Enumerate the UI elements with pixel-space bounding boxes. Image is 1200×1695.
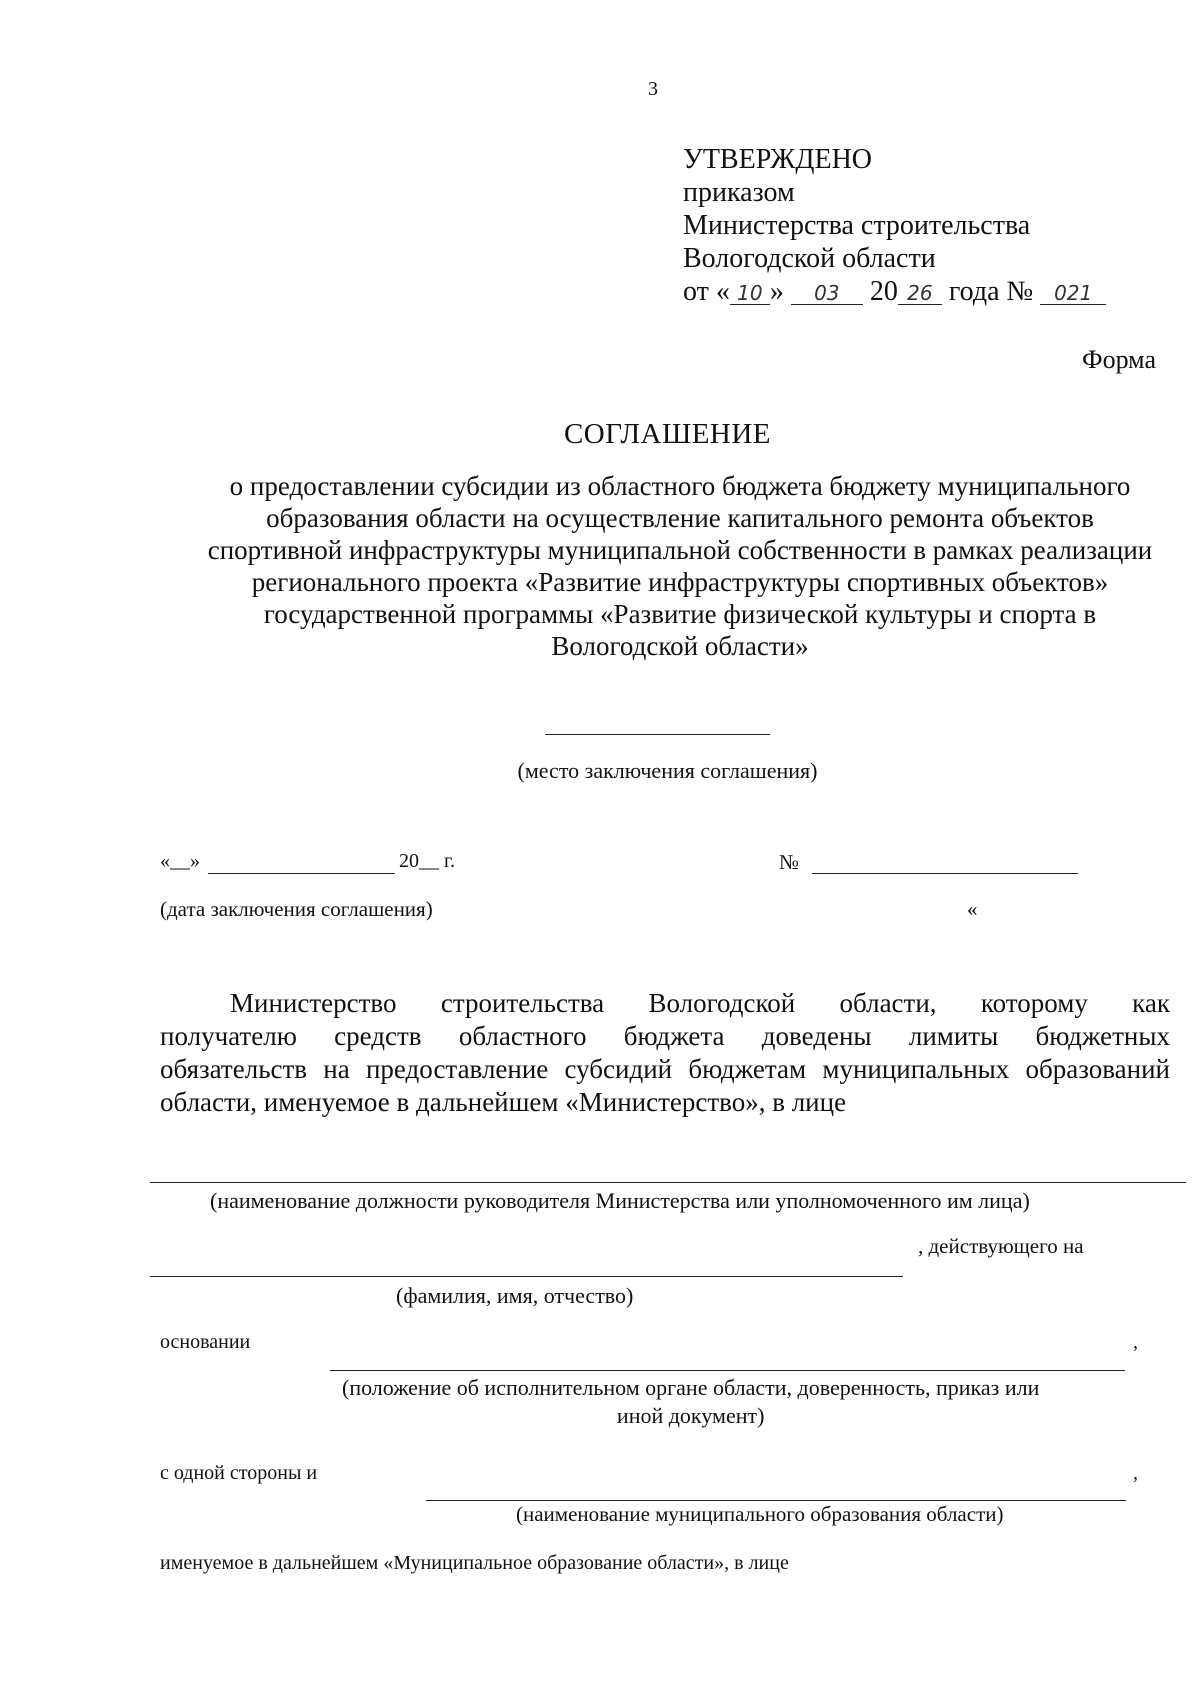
subtitle-line: о предоставлении субсидии из областного бюджета бюджету муниципального (229, 471, 1131, 501)
named-text: именуемое в дальнейшем «Муниципальное образование области», в лице (160, 1552, 789, 1574)
one-side-text: с одной стороны и (160, 1462, 318, 1484)
form-label: Форма (1082, 345, 1156, 374)
approval-line-2: Министерства строительства (683, 210, 1031, 241)
handwritten-order-number: 021 (1040, 282, 1106, 305)
subtitle-line: спортивной инфраструктуры муниципальной собственности в рамках реализации (207, 535, 1153, 565)
approval-century: 20 (869, 276, 898, 307)
approval-from: от « (683, 276, 730, 307)
body-line: обязательств на предоставление субсидий бюджетам муниципальных образований (160, 1054, 1170, 1084)
date-caption: (дата заключения соглашения) (160, 897, 433, 921)
agreement-number-underline (812, 873, 1078, 874)
body-line: получателю средств областного бюджета доведены лимиты бюджетных (160, 1021, 1170, 1051)
position-underline (150, 1182, 1186, 1183)
document-subtitle (150, 470, 1200, 662)
municipality-caption: (наименование муниципального образования области) (516, 1502, 1004, 1526)
handwritten-day: 10 (730, 282, 770, 305)
fio-underline (150, 1276, 903, 1277)
approval-line-3: Вологодской области (683, 243, 936, 274)
approval-stamp (683, 143, 1106, 308)
acting-text: , действующего на (918, 1234, 1084, 1258)
basis-caption-line: (положение об исполнительном органе области, доверенность, приказ или (342, 1375, 1040, 1400)
approval-close-quote: » (769, 276, 784, 307)
stray-quote: « (967, 897, 978, 921)
handwritten-year: 26 (898, 282, 942, 305)
document-title: СОГЛАШЕНИЕ (563, 418, 772, 450)
basis-caption-line: иной документ) (616, 1403, 765, 1428)
place-underline (545, 734, 770, 735)
subtitle-line: Вологодской области» (551, 631, 809, 661)
approval-year-word: года № (948, 276, 1034, 307)
basis-underline (330, 1370, 1125, 1371)
date-day-field: «__» (160, 850, 200, 872)
body-line: Министерство строительства Вологодской области, которому как (230, 988, 1170, 1018)
approval-date-line (683, 275, 1106, 308)
subtitle-line: образования области на осуществление капитального ремонта объектов (266, 503, 1094, 533)
body-paragraph (160, 987, 1170, 1119)
approval-line-1: приказом (683, 177, 795, 208)
date-month-underline (208, 873, 395, 874)
position-caption: (наименование должности руководителя Министерства или уполномоченного им лица) (210, 1188, 1030, 1213)
basis-word: основании (160, 1331, 251, 1353)
basis-caption (342, 1374, 1039, 1430)
approval-heading: УТВЕРЖДЕНО (683, 144, 873, 175)
subtitle-line: государственной программы «Развитие физической культуры и спорта в (263, 599, 1097, 629)
body-line: области, именуемое в дальнейшем «Министерство», в лице (160, 1087, 847, 1117)
fio-caption: (фамилия, имя, отчество) (396, 1283, 634, 1308)
municipality-comma: , (1133, 1462, 1138, 1484)
agreement-number-sign: № (779, 850, 800, 874)
place-caption: (место заключения соглашения) (517, 758, 818, 783)
page-number: 3 (648, 78, 658, 100)
basis-comma: , (1133, 1331, 1138, 1353)
handwritten-month: 03 (791, 282, 863, 305)
subtitle-line: регионального проекта «Развитие инфраструктуры спортивных объектов» (251, 567, 1109, 597)
municipality-underline (426, 1500, 1126, 1501)
date-year-field: 20__ г. (399, 850, 455, 872)
